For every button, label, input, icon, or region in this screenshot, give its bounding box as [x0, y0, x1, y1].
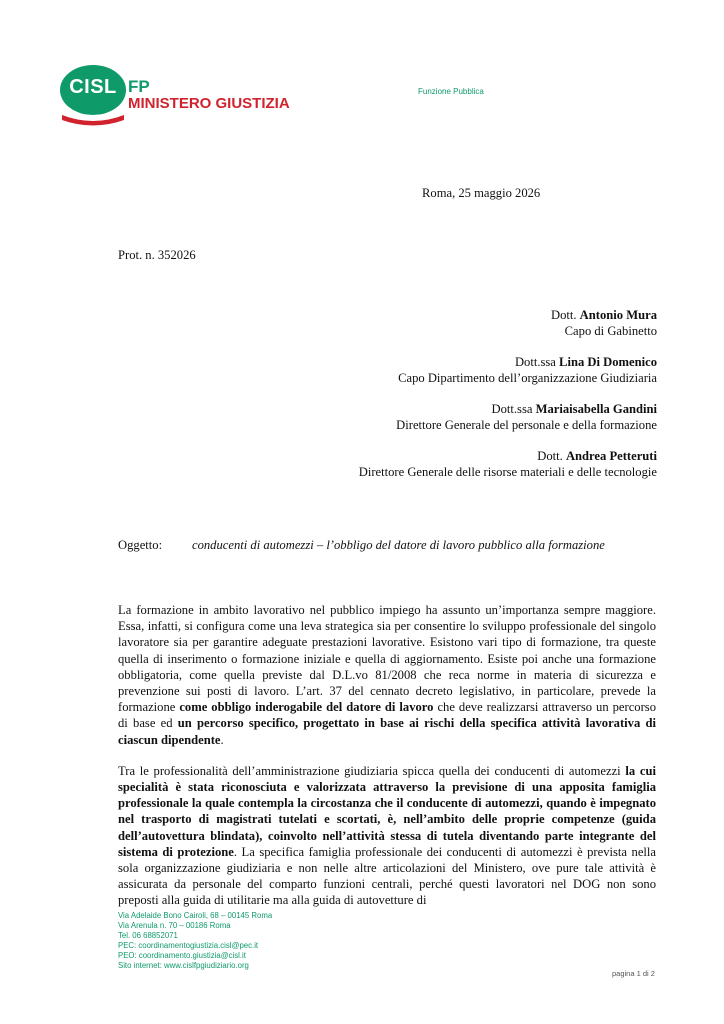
- footer-phone: Tel. 06 68852071: [118, 931, 178, 940]
- subject-label: Oggetto:: [118, 538, 163, 552]
- recipient: [237, 401, 657, 433]
- body-bold-run: la cui specialità è stata riconosciuta e valorizzata attraverso la previsione di una apposita famiglia professionale la quale contempla la circostanza che il conducente di automezzi, quando è impegnato nel trasporto di magistrati tutelati e scortati, è, nell’ambito delle proprie competenze (guida dell’autovettura blindata), coinvolto nell’attività stessa di tutela diventando parte integrante del sistema di protezione: [118, 763, 656, 859]
- recipient-name: Antonio Mura: [579, 308, 657, 322]
- recipient: [237, 354, 657, 386]
- body-bold-run: un percorso specifico, progettato in base ai rischi della specifica attività lavorativa di ciascun dipendente: [118, 716, 656, 747]
- footer-pec: PEC: coordinamentogiustizia.cisl@pec.it: [118, 941, 259, 950]
- footer-website: Sito internet: www.cislfpgiudiziario.org: [118, 961, 249, 970]
- recipient-title: Dott.: [550, 308, 577, 322]
- recipient-role: Capo di Gabinetto: [564, 324, 657, 338]
- body-paragraph-2: [118, 763, 656, 909]
- cisl-fp-logo: [58, 55, 298, 135]
- recipients-block: [237, 307, 657, 495]
- body-text-run: Tra le professionalità dell’amministrazione giudiziaria spicca quella dei conducenti di automezzi: [118, 763, 626, 778]
- body-text-run: La formazione in ambito lavorativo nel pubblico impiego ha assunto un’importanza sempre maggiore. Essa, infatti, si configura come una leva strategica sia per consentire lo sviluppo professionale del singolo lavoratore sia per garantire adeguate prestazioni lavorative. Esistono vari tipo di formazione, tra queste quella di inserimento o formazione iniziale e quella di aggiornamento. Esiste poi anche una formazione obbligatoria, come quella previste dal D.L.vo 81/2008 che reca norme in materia di sicurezza e prevenzione sui posti di lavoro. L’art. 37 del cennato decreto legislativo, in particolare, prevede la formazione: [118, 603, 656, 715]
- footer-address-1: Via Adelaide Bono Cairoli, 68 – 00145 Roma: [118, 911, 273, 920]
- italian-flag-swoosh-icon: [60, 107, 126, 129]
- recipient-title: Dott.: [537, 449, 563, 463]
- subject-line: [118, 537, 605, 553]
- recipient: [237, 448, 657, 480]
- recipient: [237, 307, 657, 339]
- page-number: pagina 1 di 2: [612, 969, 655, 978]
- body-text-run: che deve realizzarsi attraverso un percorso di base ed: [118, 700, 656, 731]
- body-bold-run: come obbligo inderogabile del datore di lavoro: [179, 700, 434, 715]
- recipient-role: Direttore Generale delle risorse materiali e delle tecnologie: [358, 465, 657, 479]
- letter-body: [118, 602, 656, 924]
- recipient-name: Mariaisabella Gandini: [535, 402, 657, 416]
- body-paragraph-1: [118, 602, 656, 748]
- logo-ministero-text: MINISTERO GIUSTIZIA: [128, 95, 290, 112]
- footer-address-2: Via Arenula n. 70 – 00186 Roma: [118, 921, 231, 930]
- recipient-title: Dott.ssa: [514, 355, 556, 369]
- recipient-role: Direttore Generale del personale e della formazione: [396, 418, 657, 432]
- funzione-pubblica-label: Funzione Pubblica: [418, 87, 484, 96]
- footer-contacts: [118, 911, 272, 971]
- logo-cisl-text: CISL: [69, 76, 117, 98]
- body-text-run: . La specifica famiglia professionale dei conducenti di automezzi è prevista nella sola organizzazione giudiziaria e non nelle altre articolazioni del Ministero, ove pure tale attività è assicurata da personale del comparto funzioni centrali, perché questi lavoratori nel DOG non sono preposti alla guida di utilitarie ma alla guida di autovetture di: [118, 844, 656, 908]
- letter-date: Roma, 25 maggio 2026: [422, 186, 541, 200]
- recipient-role: Capo Dipartimento dell’organizzazione Giudiziaria: [398, 371, 657, 385]
- recipient-name: Lina Di Domenico: [559, 355, 657, 369]
- logo-fp-text: FP: [128, 77, 150, 96]
- protocol-number: Prot. n. 352026: [118, 248, 196, 262]
- recipient-name: Andrea Petteruti: [565, 449, 657, 463]
- body-text-run: .: [220, 732, 224, 747]
- footer-peo: PEO: coordinamento.giustizia@cisl.it: [118, 951, 246, 960]
- subject-text: conducenti di automezzi – l’obbligo del datore di lavoro pubblico alla formazione: [192, 538, 605, 552]
- recipient-title: Dott.ssa: [491, 402, 533, 416]
